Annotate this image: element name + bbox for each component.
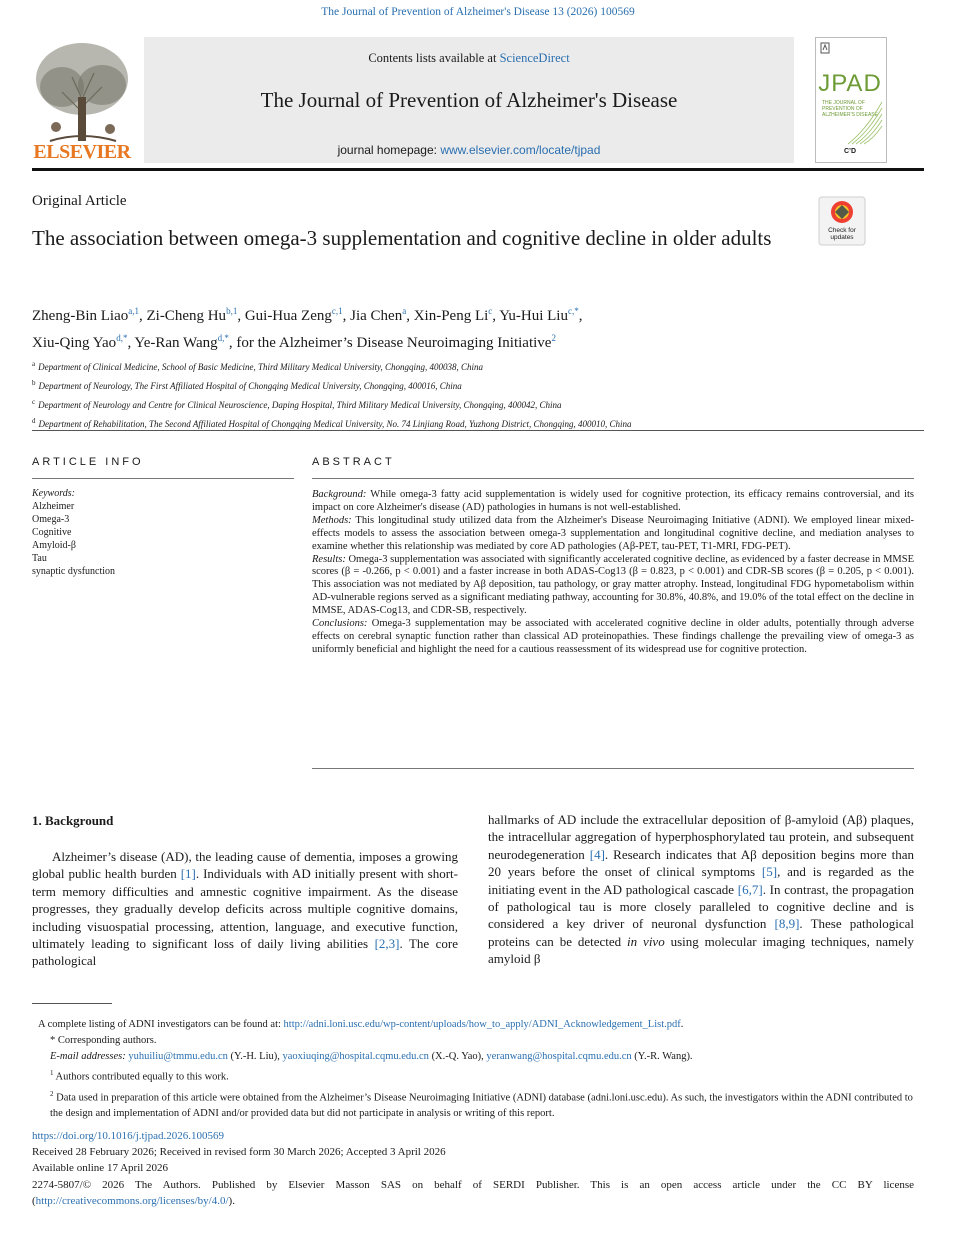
- body-text: . The core pathological: [32, 936, 458, 969]
- affiliation-letter: a: [32, 360, 36, 368]
- affiliation-text: Department of Neurology, The First Affiliated Hospital of Chongqing Medical University, Chongqing, 400016, China: [38, 381, 462, 391]
- footnotes: [38, 1017, 914, 1122]
- license-link[interactable]: http://creativecommons.org/licenses/by/4.0/: [35, 1194, 229, 1207]
- author-name[interactable]: Yu-Hui Liu: [499, 308, 568, 324]
- author-name[interactable]: Xiu-Qing Yao: [32, 335, 117, 351]
- publication-info: [32, 1128, 914, 1209]
- affiliation-text: Department of Neurology and Centre for Clinical Neuroscience, Daping Hospital, Third Military Medical University, Chongqing, 400042, China: [38, 400, 562, 410]
- cover-subtitle: THE JOURNAL OF PREVENTION OF ALZHEIMER'S DISEASE: [822, 100, 878, 118]
- affiliation-item: [32, 394, 912, 413]
- author-name[interactable]: Jia Chen: [350, 308, 403, 324]
- footnote-text: Authors contributed equally to this work.: [55, 1071, 229, 1083]
- header-divider: [32, 430, 924, 431]
- keyword-item: Tau: [32, 553, 47, 564]
- author-name[interactable]: Gui-Hua Zeng: [244, 308, 332, 324]
- footnote-corresponding: * Corresponding authors.: [50, 1035, 157, 1046]
- abstract-label: Background:: [312, 489, 367, 500]
- article-title: The association between omega-3 supplementation and cognitive decline in older adults: [32, 226, 772, 250]
- masthead-rule: [32, 168, 924, 171]
- article-info-rule: [32, 478, 294, 479]
- sciencedirect-link[interactable]: ScienceDirect: [499, 51, 570, 65]
- footnote-text: (X.-Q. Yao),: [428, 1051, 487, 1062]
- journal-title: The Journal of Prevention of Alzheimer's Disease: [260, 88, 678, 112]
- footnote-equal: $^1$ Authors contributed equally to this work.: [50, 1069, 229, 1083]
- author-name[interactable]: Zi-Cheng Hu: [146, 308, 227, 324]
- affiliation-item: [32, 356, 912, 375]
- group-author: for the Alzheimer’s Disease Neuroimaging Initiative: [236, 335, 552, 351]
- cover-swirl-graphic: [846, 100, 884, 146]
- abstract-bottom-rule: [312, 768, 914, 769]
- contents-line: [144, 51, 794, 66]
- journal-homepage-line: [144, 143, 794, 157]
- body-text: hallmarks of AD include the extracellular deposition of β-amyloid (Aβ) plaques, the intracellular aggregation of hyperphosphorylated tau protein, and subsequent neurodegeneration: [488, 812, 914, 862]
- article-info-heading: ARTICLE INFO: [32, 456, 144, 468]
- author-affiliation-marker[interactable]: b,1: [226, 306, 238, 316]
- abstract-body: [312, 489, 914, 657]
- keyword-item: Omega-3: [32, 514, 70, 525]
- citation-link[interactable]: [4]: [589, 846, 605, 862]
- body-text: . In contrast, the propagation of pathological tau is more closely paralleled to cognitive decline and is considered a key driver of neuronal dysfunction: [488, 881, 914, 932]
- abstract-label: Conclusions:: [312, 618, 368, 630]
- body-italic-text: in vivo: [627, 933, 665, 949]
- license-text: ).: [228, 1194, 235, 1207]
- received-dates: Received 28 February 2026; Received in revised form 30 March 2026; Accepted 3 April 2026: [32, 1146, 446, 1159]
- footnote-text: (Y.-R. Wang).: [631, 1051, 693, 1062]
- affiliation-item: [32, 375, 912, 394]
- running-head[interactable]: The Journal of Prevention of Alzheimer's Disease 13 (2026) 100569: [321, 6, 635, 18]
- affiliation-list: [32, 356, 912, 432]
- license-text: 2274-5807/© 2026 The Authors. Published by Elsevier Masson SAS on behalf of SERDI Publisher. This is an open access article under the CC BY license (: [32, 1178, 914, 1207]
- abstract-text: Omega-3 supplementation was associated with significantly accelerated cognitive decline, as evidenced by a faster decrease in MMSE scores (β = -0.266, p < 0.001) and a faster increase in both ADAS-Cog13 (β = 0.823, p < 0.001) and CDR-SB scores (β = 0.205, p < 0.001). This association was not mediated by Aβ deposition, tau pathology, or gray matter atrophy. Instead, longitudinal FDG hypometabolism within AD-vulnerable regions served as a significant mediating pathway, accounting for 30.8%, 40.8%, and 19.0% of the total effect on the decline in MMSE, ADAS-Cog13, and CDR-SB, respectively.: [312, 553, 914, 617]
- homepage-label: journal homepage:: [337, 143, 441, 157]
- footnote-text: A complete listing of ADNI investigators can be found at:: [38, 1019, 284, 1030]
- keyword-item: synaptic dysfunction: [32, 566, 116, 577]
- group-author-marker[interactable]: 2: [551, 333, 556, 343]
- footnote-emails: [38, 1049, 914, 1065]
- section-heading: 1. Background: [32, 813, 114, 828]
- abstract-label: Methods:: [312, 514, 352, 526]
- cover-title: JPAD: [818, 70, 882, 97]
- author-name[interactable]: Zheng-Bin Liao: [32, 308, 129, 324]
- email-link[interactable]: yuhuiliu@tmmu.edu.cn: [128, 1051, 228, 1062]
- email-link[interactable]: yaoxiuqing@hospital.cqmu.edu.cn: [282, 1051, 429, 1062]
- abstract-methods: [312, 515, 914, 554]
- keyword-item: Alzheimer: [32, 501, 75, 512]
- abstract-background: [312, 489, 914, 515]
- body-column-left: [32, 848, 458, 970]
- author-affiliation-marker[interactable]: c: [488, 306, 493, 316]
- contents-prefix: Contents lists available at: [368, 51, 500, 65]
- doi-link[interactable]: https://doi.org/10.1016/j.tjpad.2026.100569: [32, 1130, 224, 1142]
- elsevier-wordmark: ELSEVIER: [33, 141, 131, 163]
- author-affiliation-marker[interactable]: d,*: [116, 333, 128, 343]
- homepage-link[interactable]: www.elsevier.com/locate/tjpad: [440, 143, 601, 157]
- footnote-text: (Y.-H. Liu),: [227, 1051, 283, 1062]
- author-name[interactable]: Ye-Ran Wang: [134, 335, 218, 351]
- online-date: Available online 17 April 2026: [32, 1162, 169, 1175]
- affiliation-letter: b: [32, 379, 36, 387]
- keyword-item: Cognitive: [32, 527, 72, 538]
- keywords-block: [32, 487, 294, 578]
- elsevier-mini-icon: [820, 42, 830, 54]
- footnote-rule: [32, 1003, 112, 1004]
- affiliation-text: Department of Rehabilitation, The Second Affiliated Hospital of Chongqing Medical University, No. 74 Linjiang Road, Yuzhong District, Chongqing, 400010, China: [38, 419, 632, 429]
- keywords-label: Keywords:: [32, 488, 75, 499]
- abstract-text: While omega-3 fatty acid supplementation is widely used for cognitive protection, its efficacy remains controversial, and its impact on core Alzheimer's disease (AD) pathologies in humans is not well-established.: [312, 489, 915, 513]
- footnote-data: $^2$ Data used in preparation of this article were obtained from the Alzheimer’s Disease Neuroimaging Initiative (ADNI) database (adni.loni.usc.edu). As such, the investigators within the ADNI contributed to the design and implementation of ADNI and/or provided data but did not participate in analysis or writing of this report.: [50, 1089, 913, 1119]
- citation-link[interactable]: [2,3]: [374, 936, 400, 952]
- footnote-text: .: [680, 1019, 684, 1030]
- adni-list-link[interactable]: http://adni.loni.usc.edu/wp-content/uploads/how_to_apply/ADNI_Acknowledgement_List.pdf: [283, 1019, 681, 1030]
- cover-footer-mark: C’D: [843, 148, 857, 155]
- citation-link[interactable]: [8,9]: [774, 916, 800, 932]
- author-list: Zheng-Bin Liao$^{a,1}$, Zi-Cheng Hu$^{b,1}$, Gui-Hua Zeng$^{c,1}$, Jia Chen$^a$, Xin-Peng Li$^c$, Yu-Hui Liu$^{c,*}$, Xiu-Qing Yao$^{d,*}$, Ye-Ran Wang$^{d,*}$, for the Alzheimer’s Disease Neuroimaging Initiative$^2$: [32, 306, 583, 351]
- keyword-item: Amyloid-β: [32, 540, 76, 551]
- body-text: . These pathological proteins can be detected: [488, 916, 914, 949]
- body-text: Alzheimer’s disease (AD), the leading cause of dementia, imposes a growing global public health burden: [32, 849, 458, 882]
- body-text: . Individuals with AD initially present with short-term memory difficulties and amnestic cognitive impairment. As the disease progresses, they gradually develop deficits across multiple cognitive domains, including visuospatial processing, attention, language, and executive function, ultimately leading to significant loss of daily living abilities: [32, 866, 458, 952]
- abstract-results: [312, 554, 914, 619]
- body-text: using molecular imaging techniques, namely amyloid β: [488, 933, 914, 967]
- abstract-text: This longitudinal study utilized data from the Alzheimer's Disease Neuroimaging Initiative (ADNI). We employed linear mixed-effects models to assess the association between omega-3 supplementation and longitudinal cognitive decline, and mediation analyses to examine whether this relationship was mediated by core AD pathologies (Aβ-PET, tau-PET, T1-MRI, FDG-PET).: [312, 514, 914, 552]
- body-text: . Research indicates that Aβ deposition begins more than 20 years before the onset of clinical symptoms: [488, 846, 914, 880]
- abstract-text: Omega-3 supplementation may be associated with accelerated cognitive decline in older adults, potentially through adverse effects on cerebral synaptic function rather than classical AD proteinopathies. These findings challenge the prevailing view of omega-3 as uniformly beneficial and highlight the need for a cautious reassessment of its widespread use for cognitive protection.: [312, 618, 914, 655]
- author-affiliation-marker[interactable]: a: [402, 306, 407, 316]
- abstract-conclusions: [312, 618, 914, 657]
- author-affiliation-marker[interactable]: a,1: [128, 306, 139, 316]
- body-column-right: [488, 811, 914, 968]
- abstract-rule: [312, 478, 914, 479]
- author-name[interactable]: Xin-Peng Li: [413, 308, 489, 324]
- author-affiliation-marker[interactable]: d,*: [217, 333, 229, 343]
- email-link[interactable]: yeranwang@hospital.cqmu.edu.cn: [486, 1051, 632, 1062]
- abstract-label: Results:: [312, 553, 346, 565]
- body-text: , and is regarded as the initiating event in the AD pathological cascade: [488, 864, 914, 897]
- affiliation-letter: c: [32, 398, 36, 406]
- citation-link[interactable]: [5]: [761, 864, 778, 880]
- affiliation-letter: d: [32, 417, 36, 425]
- abstract-heading: ABSTRACT: [312, 456, 395, 468]
- footnote-text: Corresponding authors.: [57, 1035, 157, 1046]
- article-type: Original Article: [32, 193, 127, 209]
- citation-link[interactable]: [6,7]: [737, 881, 763, 897]
- footnote-text: Data used in preparation of this article were obtained from the Alzheimer’s Disease Neuroimaging Initiative (ADNI) database (adni.loni.usc.edu). As such, the investigators within the ADNI contributed to the design and implementation of ADNI and/or provided data but did not participate in analysis or writing of this report.: [50, 1092, 913, 1119]
- citation-link[interactable]: [1]: [180, 866, 196, 882]
- author-affiliation-marker[interactable]: c,1: [331, 306, 343, 316]
- license-statement: [32, 1177, 914, 1209]
- footnote-adni: [38, 1017, 914, 1033]
- email-label: E-mail addresses:: [50, 1051, 126, 1062]
- author-affiliation-marker[interactable]: c,*: [567, 306, 579, 316]
- check-for-updates-label[interactable]: Check for updates: [828, 227, 856, 241]
- affiliation-text: Department of Clinical Medicine, School of Basic Medicine, Third Military Medical University, Chongqing, 400038, China: [38, 362, 483, 372]
